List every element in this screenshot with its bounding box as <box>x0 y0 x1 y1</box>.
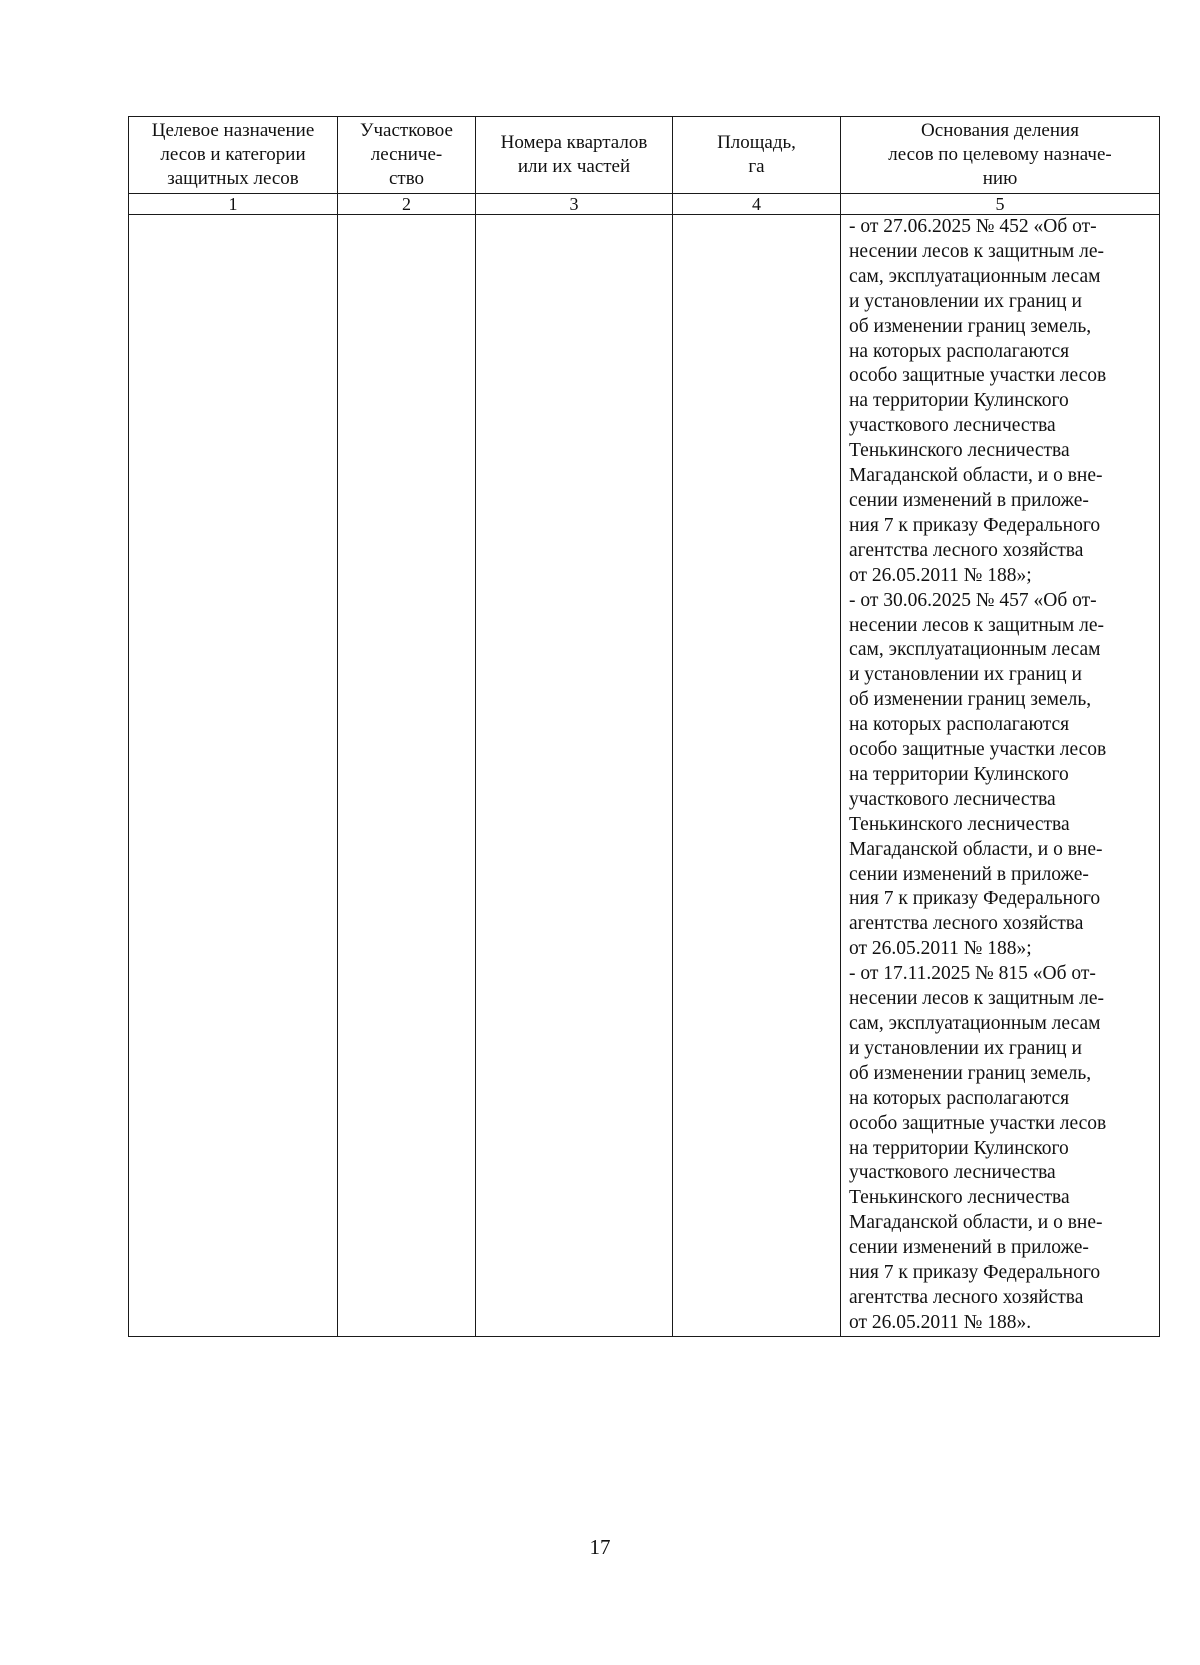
table-row <box>129 215 1160 1337</box>
cell-purpose-category <box>129 215 338 1337</box>
page-number: 17 <box>589 1535 611 1559</box>
header-quarter-numbers: Номера кварталов или их частей <box>476 117 673 194</box>
cell-district-forestry <box>338 215 476 1337</box>
cell-quarter-numbers <box>476 215 673 1337</box>
header-purpose-category: Целевое назначение лесов и категории защитных лесов <box>129 117 338 194</box>
cell-area-ha <box>673 215 841 1337</box>
column-number: 2 <box>338 194 476 215</box>
column-number: 1 <box>129 194 338 215</box>
header-area-ha: Площадь, га <box>673 117 841 194</box>
header-division-basis: Основания деления лесов по целевому назначе- нию <box>841 117 1160 194</box>
column-number: 3 <box>476 194 673 215</box>
forest-designation-table <box>128 116 1160 1337</box>
column-number: 5 <box>841 194 1160 215</box>
header-district-forestry: Участковое лесниче- ство <box>338 117 476 194</box>
cell-division-basis: - от 27.06.2025 № 452 «Об от- несении лесов к защитным ле- сам, эксплуатационным лесам и установлении их границ и об изменении границ земель, на которых располагаются особо защитные участки лесов на территории Кулинского участкового лесничества Тенькинского лесничества Магаданской области, и о вне- сении изменений в приложе- ния 7 к приказу Федерального агентства лесного хозяйства от 26.05.2011 № 188»; - от 30.06.2025 № 457 «Об от- несении лесов к защитным ле- сам, эксплуатационным лесам и установлении их границ и об изменении границ земель, на которых располагаются особо защитные участки лесов на территории Кулинского участкового лесничества Тенькинского лесничества Магаданской области, и о вне- сении изменений в приложе- ния 7 к приказу Федерального агентства лесного хозяйства от 26.05.2011 № 188»; - от 17.11.2025 № 815 «Об от- несении лесов к защитным ле- сам, эксплуатационным лесам и установлении их границ и об изменении границ земель, на которых располагаются особо защитные участки лесов на территории Кулинского участкового лесничества Тенькинского лесничества Магаданской области, и о вне- сении изменений в приложе- ния 7 к приказу Федерального агентства лесного хозяйства от 26.05.2011 № 188». <box>841 215 1160 1337</box>
column-number: 4 <box>673 194 841 215</box>
table-header-row <box>129 117 1160 194</box>
column-number-row <box>129 194 1160 215</box>
